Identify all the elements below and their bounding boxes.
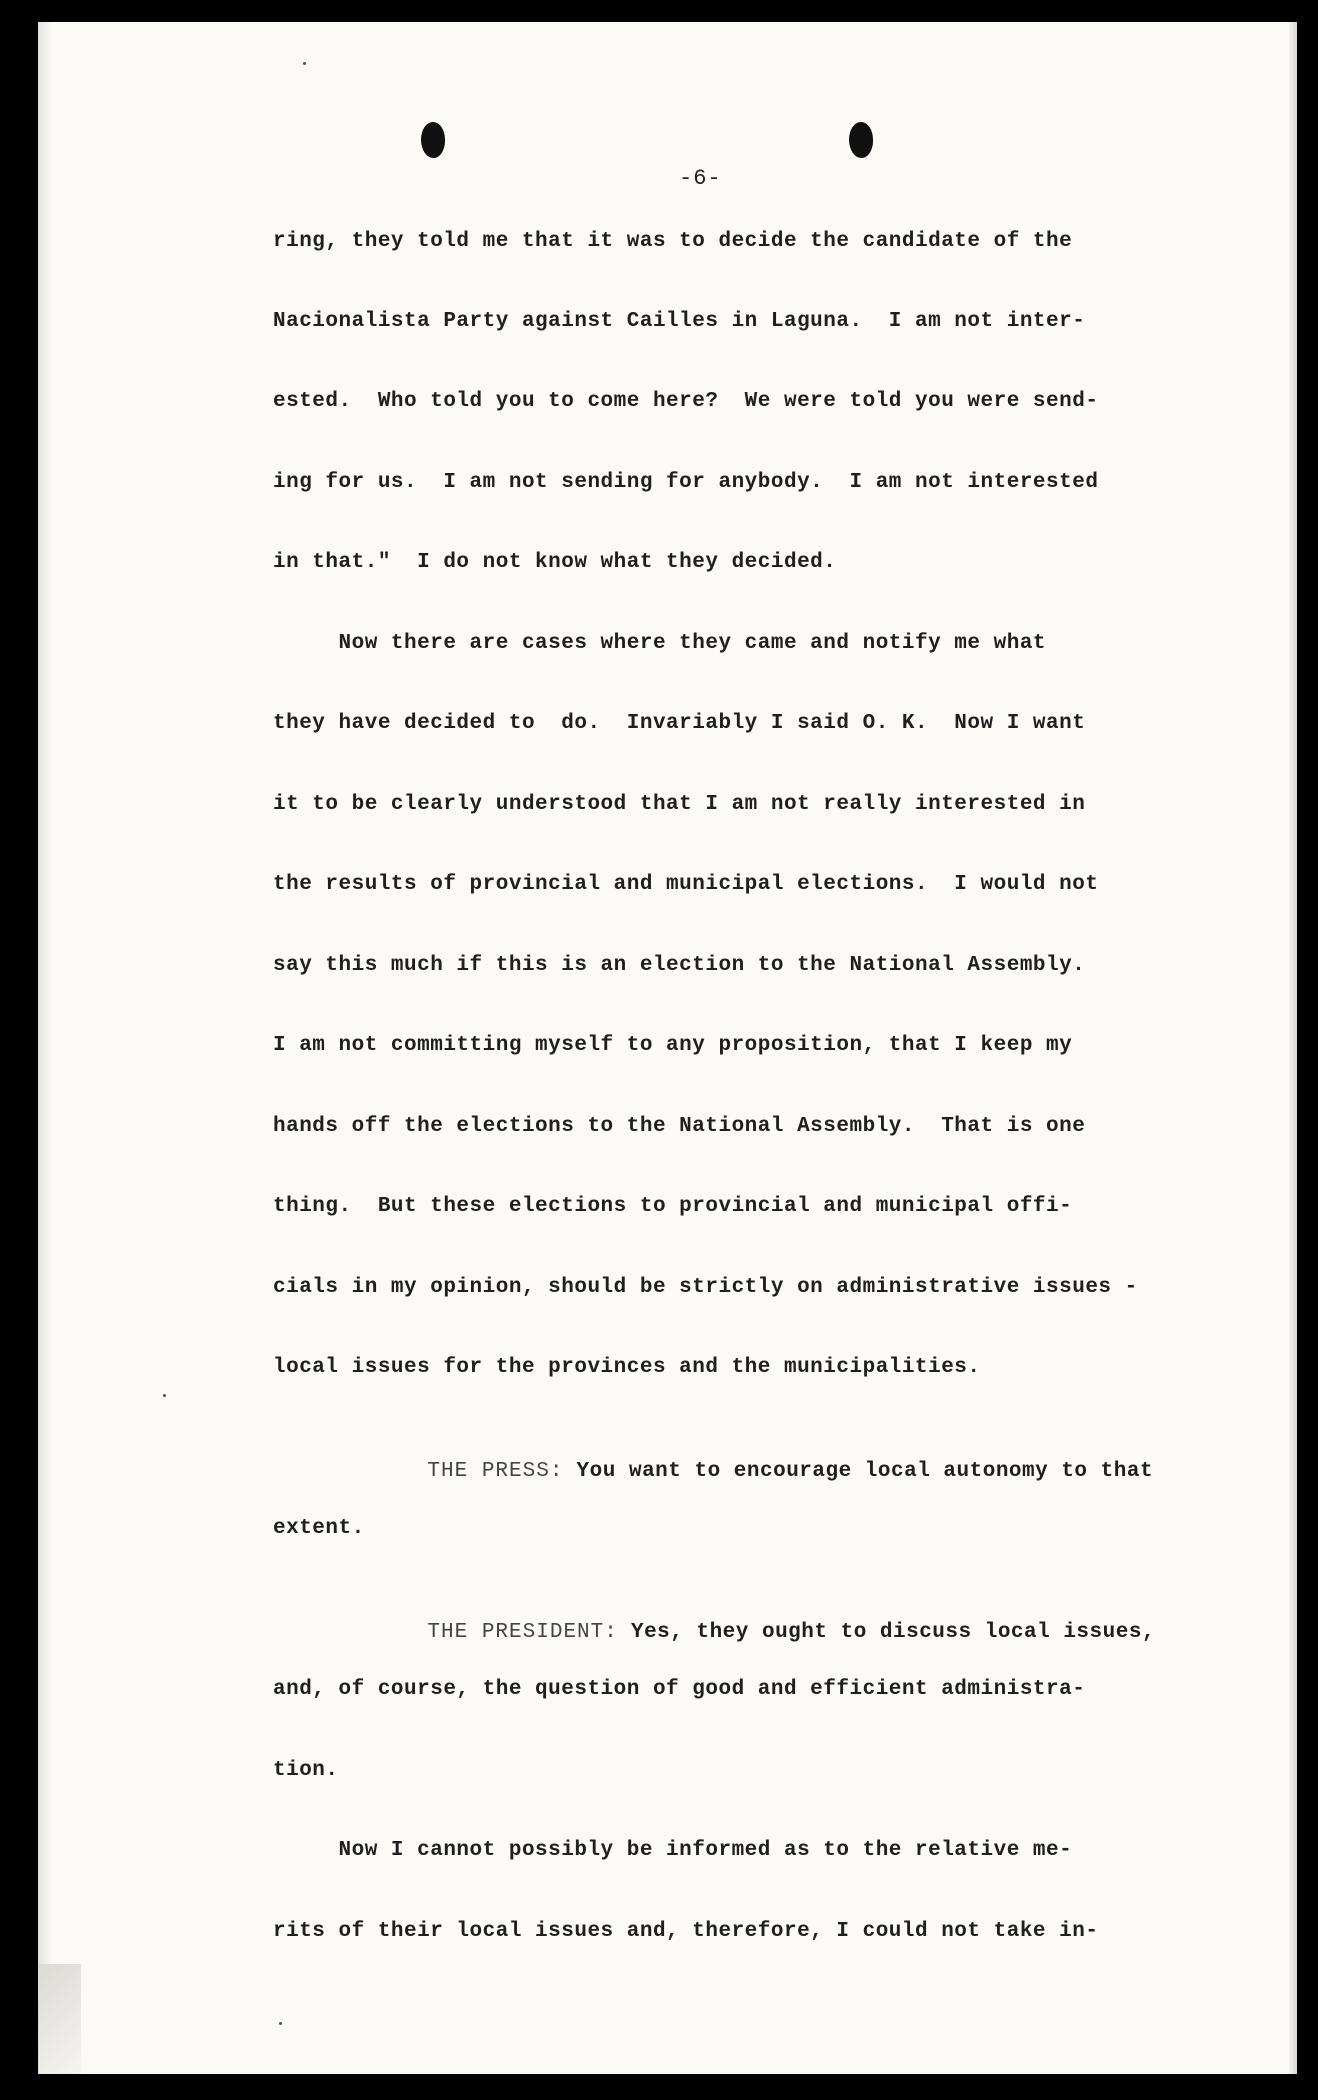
text-line: local issues for the provinces and the municipalities. [273,1356,981,1379]
text-line: Nacionalista Party against Cailles in Laguna. I am not inter- [273,310,1086,333]
paper-speck [303,62,306,65]
text-line: they have decided to do. Invariably I said O. K. Now I want [273,712,1086,735]
text-line: rits of their local issues and, therefore, I could not take in- [273,1920,1099,1943]
text-line: ested. Who told you to come here? We were told you were send- [273,390,1099,413]
text-line: cials in my opinion, should be strictly on administrative issues - [273,1276,1138,1299]
text-line: it to be clearly understood that I am not really interested in [273,793,1086,816]
text-line: extent. [273,1517,365,1540]
text-line: hands off the elections to the National Assembly. That is one [273,1115,1086,1138]
page-number: -6- [679,166,722,191]
text-line: Now I cannot possibly be informed as to the relative me- [273,1839,1073,1862]
press-line [375,1437,1153,1506]
speaker-label-press: THE PRESS: [427,1460,564,1483]
document-page [38,22,1297,2074]
text-line: ring, they told me that it was to decide the candidate of the [273,230,1073,253]
page-left-edge [39,22,53,2074]
text-line: thing. But these elections to provincial and municipal offi- [273,1195,1073,1218]
text-line: ing for us. I am not sending for anybody. I am not interested [273,471,1099,494]
text-line: Now there are cases where they came and notify me what [273,632,1047,655]
page-right-edge [1289,22,1297,2074]
text-line: say this much if this is an election to the National Assembly. [273,954,1086,977]
text-line: the results of provincial and municipal elections. I would not [273,873,1099,896]
text-line: in that." I do not know what they decided. [273,551,837,574]
president-line [375,1598,1155,1667]
paper-speck [279,2022,282,2025]
text-line: and, of course, the question of good and efficient administra- [273,1678,1086,1701]
text-line: I am not committing myself to any proposition, that I keep my [273,1034,1073,1057]
punch-hole-right [849,122,873,158]
speaker-label-president: THE PRESIDENT: [427,1621,618,1644]
press-question-text: You want to encourage local autonomy to that [563,1460,1154,1483]
punch-hole-left [421,122,445,158]
president-answer-text: Yes, they ought to discuss local issues, [617,1621,1156,1644]
paper-speck [163,1394,166,1397]
text-line: tion. [273,1759,339,1782]
page-fold [39,1964,81,2074]
